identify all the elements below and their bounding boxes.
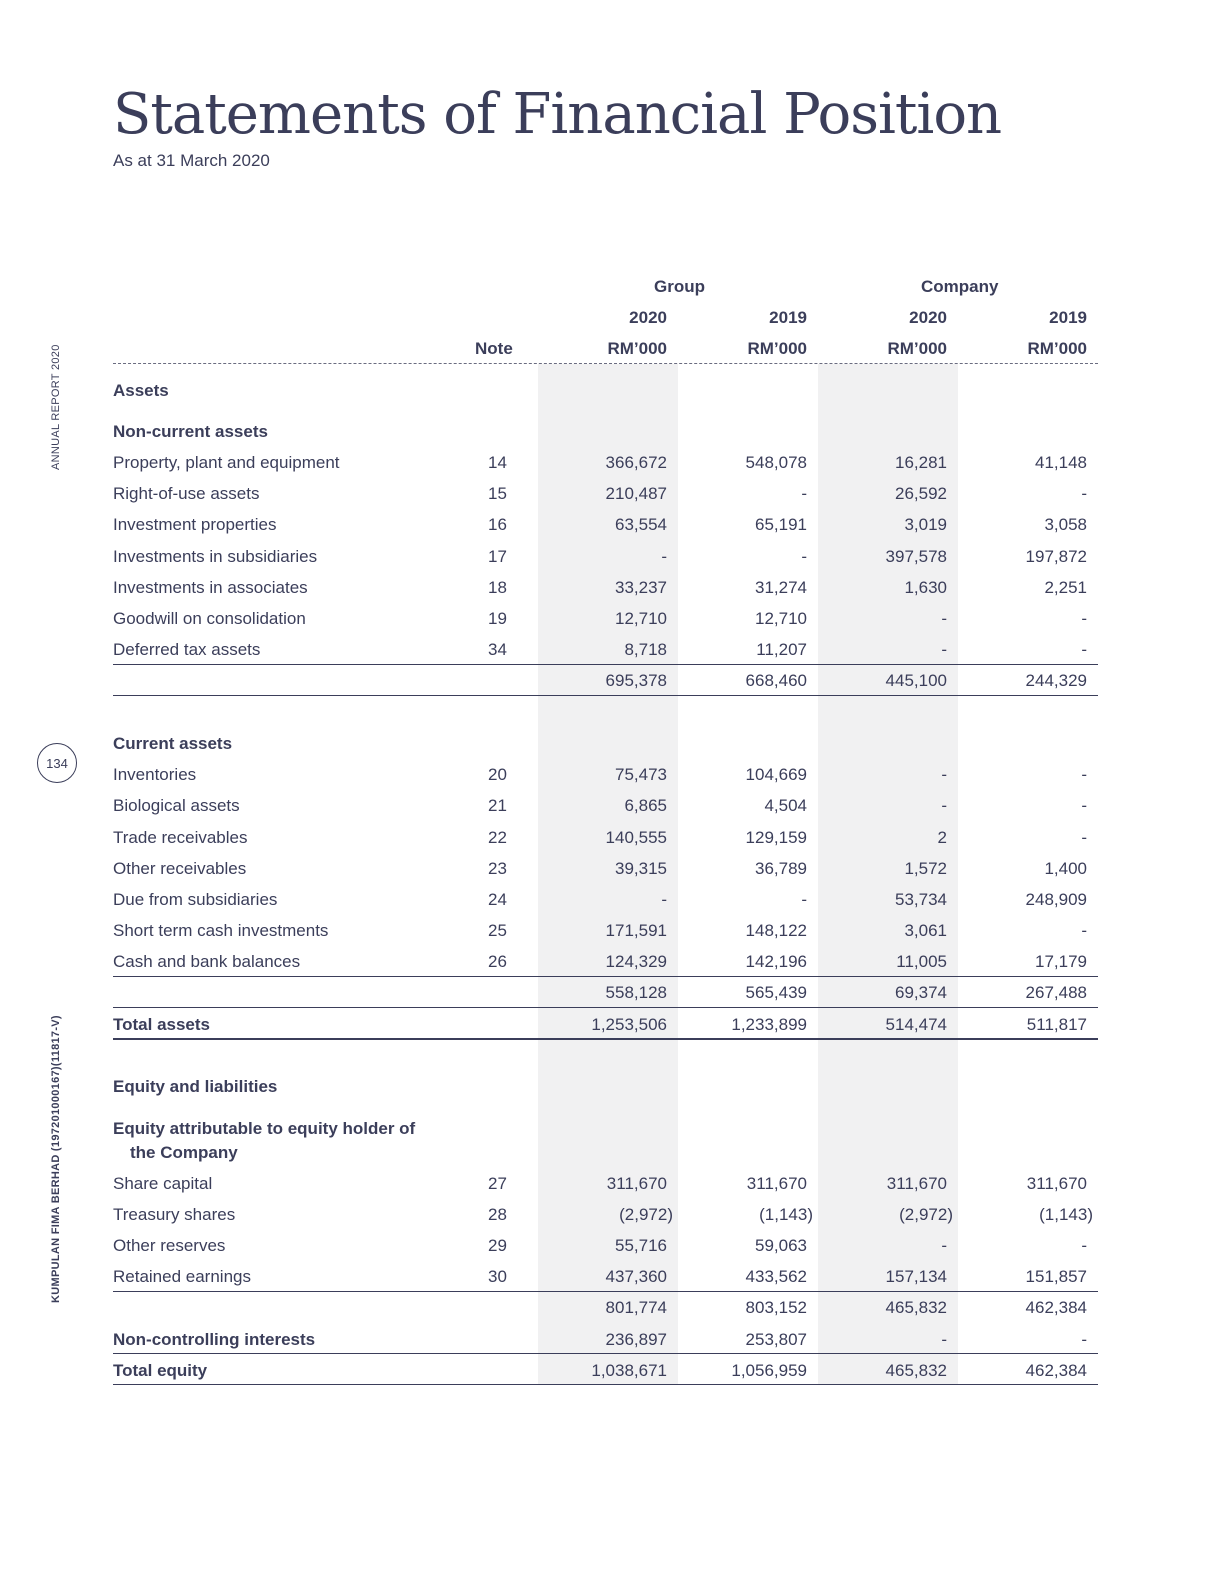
row-note: 30 [488,1267,507,1286]
subtotal-row [113,671,1098,702]
row-label: Investment properties [113,515,277,534]
group-2019-value: 148,122 [745,921,807,940]
company-header: Company [921,277,999,296]
group-2020-value: 1,038,671 [591,1361,667,1380]
total-rule [113,1007,1098,1008]
company-2020-value: 16,281 [895,453,947,472]
row-note: 24 [488,890,507,909]
row-note: 25 [488,921,507,940]
page-number: 134 [37,743,77,783]
company-2019-value: 244,329 [1025,671,1087,690]
group-2020-value: 801,774 [605,1298,667,1317]
group-2020-value: 39,315 [615,859,667,878]
row-note: 23 [488,859,507,878]
row-note: 29 [488,1236,507,1255]
row-label: Non-controlling interests [113,1330,316,1349]
unit-header-g2019: RM’000 [747,339,807,358]
group-2020-value: 311,670 [606,1174,667,1193]
section-heading [113,734,1098,765]
table-row [113,890,1098,921]
group-2019-value: 311,670 [746,1174,807,1193]
company-2019-value: - [1081,828,1087,847]
grand-total-rule [113,1038,1098,1040]
page-title: Statements of Financial Position [113,82,1002,147]
table-row [113,796,1098,827]
header-divider [113,363,1098,364]
row-note: 27 [488,1174,507,1193]
company-2019-value: 462,384 [1025,1361,1087,1380]
row-note: 18 [488,578,507,597]
page-subtitle: As at 31 March 2020 [113,151,270,170]
company-2019-value: 1,400 [1044,859,1087,878]
unit-header-g2020: RM’000 [607,339,667,358]
row-label: Total assets [113,1015,211,1034]
year-header-g2019: 2019 [769,308,807,327]
company-2019-value: 17,179 [1035,952,1087,971]
table-row [113,859,1098,890]
company-2019-value: - [1081,921,1087,940]
unit-header-c2020: RM’000 [887,339,947,358]
row-note: 14 [488,453,507,472]
row-label: Share capital [113,1174,213,1193]
row-label: Total equity [113,1361,208,1380]
subtotal-rule [113,1353,1098,1354]
row-label: Trade receivables [113,828,248,847]
row-label: Due from subsidiaries [113,890,278,909]
company-2020-value: 465,832 [885,1361,947,1380]
row-label: Investments in associates [113,578,308,597]
company-2020-value: 26,592 [895,484,947,503]
table-row [113,1330,1098,1361]
group-2020-value: 210,487 [605,484,667,503]
group-2020-value: - [661,547,667,566]
group-2019-value: 11,207 [756,640,807,659]
company-2019-value: 311,670 [1026,1174,1087,1193]
section-heading [113,422,1098,453]
non-current-assets-heading: Non-current assets [113,422,268,441]
row-label: Biological assets [113,796,240,815]
row-note: 20 [488,765,507,784]
row-label: Right-of-use assets [113,484,260,503]
company-2020-value: 2 [937,828,947,847]
company-2020-value: 53,734 [895,890,947,909]
table-row [113,1174,1098,1205]
group-2020-value: 75,473 [615,765,667,784]
group-2020-value: 63,554 [615,515,667,534]
group-2019-value: - [801,547,807,566]
row-label: Investments in subsidiaries [113,547,318,566]
group-2020-value: 55,716 [615,1236,667,1255]
row-note: 15 [488,484,507,503]
group-2019-value: 36,789 [755,859,807,878]
row-label: Other reserves [113,1236,226,1255]
row-note: 19 [488,609,507,628]
group-2020-value: (2,972) [619,1205,673,1224]
subtotal-rule [113,664,1098,665]
group-2019-value: 4,504 [764,796,807,815]
company-2019-value: - [1081,640,1087,659]
group-2019-value: 1,233,899 [731,1015,807,1034]
group-2020-value: 1,253,506 [591,1015,667,1034]
total-rule [113,695,1098,696]
group-2020-value: 6,865 [624,796,667,815]
company-2019-value: 2,251 [1044,578,1087,597]
group-2020-value: 124,329 [605,952,667,971]
group-2020-value: 33,237 [615,578,667,597]
unit-header-c2019: RM’000 [1027,339,1087,358]
table-row [113,484,1098,515]
row-note: 22 [488,828,507,847]
row-note: 21 [488,796,507,815]
side-company-label: KUMPULAN FIMA BERHAD (197201000167)(11817-V) [50,1015,62,1303]
group-header: Group [654,277,705,296]
group-2019-value: 59,063 [755,1236,807,1255]
company-2019-value: - [1081,609,1087,628]
company-2019-value: 41,148 [1035,453,1087,472]
company-2019-value: - [1081,484,1087,503]
group-2019-value: (1,143) [759,1205,813,1224]
company-2020-value: - [941,640,947,659]
company-2020-value: 157,134 [885,1267,947,1286]
company-2020-value: 69,374 [895,983,947,1002]
table-row [113,578,1098,609]
equity-liabilities-heading: Equity and liabilities [113,1077,278,1096]
group-2019-value: 803,152 [745,1298,807,1317]
company-2019-value: 3,058 [1044,515,1087,534]
company-2019-value: 248,909 [1025,890,1087,909]
group-2019-value: - [801,890,807,909]
company-2020-value: - [941,609,947,628]
row-note: 28 [488,1205,507,1224]
group-2019-value: 1,056,959 [731,1361,807,1380]
total-row [113,1361,1098,1392]
section-heading [113,1143,1098,1174]
row-label: Deferred tax assets [113,640,261,659]
assets-heading: Assets [113,381,169,400]
company-2020-value: 3,019 [904,515,947,534]
group-2019-value: 433,562 [745,1267,807,1286]
group-2019-value: 565,439 [745,983,807,1002]
section-heading [113,381,1098,412]
subtotal-row [113,983,1098,1014]
table-row [113,765,1098,796]
group-2019-value: 31,274 [755,578,807,597]
table-row [113,640,1098,671]
row-label: Goodwill on consolidation [113,609,306,628]
row-label: Cash and bank balances [113,952,301,971]
table-row [113,828,1098,859]
section-heading [113,1077,1098,1108]
company-2020-value: 1,572 [904,859,947,878]
row-label: Short term cash investments [113,921,329,940]
table-row [113,921,1098,952]
company-2019-value: - [1081,1330,1087,1349]
group-2019-value: 253,807 [745,1330,807,1349]
total-rule [113,1384,1098,1385]
group-2019-value: 65,191 [755,515,807,534]
company-2019-value: - [1081,796,1087,815]
table-row [113,515,1098,546]
subtotal-rule [113,976,1098,977]
company-2019-value: 462,384 [1025,1298,1087,1317]
company-2020-value: - [941,765,947,784]
note-header: Note [475,339,513,358]
current-assets-heading: Current assets [113,734,233,753]
year-header-c2020: 2020 [909,308,947,327]
group-2020-value: 437,360 [605,1267,667,1286]
row-note: 34 [488,640,507,659]
year-header-g2020: 2020 [629,308,667,327]
group-2020-value: 8,718 [624,640,667,659]
company-2019-value: 511,817 [1026,1015,1087,1034]
total-row [113,1015,1098,1046]
year-header-c2019: 2019 [1049,308,1087,327]
row-label: Inventories [113,765,197,784]
row-label: Property, plant and equipment [113,453,340,472]
company-2020-value: - [941,1236,947,1255]
group-2019-value: 12,710 [755,609,807,628]
company-2020-value: - [941,1330,947,1349]
company-2020-value: 11,005 [896,952,947,971]
equity-attributable-heading-cont: the Company [130,1143,238,1162]
group-2020-value: - [661,890,667,909]
company-2019-value: - [1081,1236,1087,1255]
group-2020-value: 695,378 [605,671,667,690]
company-2019-value: 267,488 [1025,983,1087,1002]
row-label: Treasury shares [113,1205,236,1224]
subtotal-row [113,1298,1098,1329]
company-2019-value: 197,872 [1025,547,1087,566]
company-2020-value: (2,972) [899,1205,953,1224]
row-note: 26 [488,952,507,971]
group-2020-value: 236,897 [605,1330,667,1349]
group-2020-value: 171,591 [605,921,667,940]
group-2019-value: 668,460 [745,671,807,690]
equity-attributable-heading: Equity attributable to equity holder of [113,1119,416,1138]
company-2020-value: - [941,796,947,815]
company-2019-value: 151,857 [1025,1267,1087,1286]
table-row [113,609,1098,640]
company-2020-value: 445,100 [885,671,947,690]
group-2019-value: 129,159 [745,828,807,847]
group-2019-value: 142,196 [745,952,807,971]
table-row [113,952,1098,983]
company-2020-value: 397,578 [885,547,947,566]
table-row [113,1236,1098,1267]
table-row [113,1267,1098,1298]
table-row [113,1205,1098,1236]
company-2020-value: 3,061 [904,921,947,940]
company-2019-value: - [1081,765,1087,784]
table-row [113,547,1098,578]
subtotal-rule [113,1291,1098,1292]
company-2020-value: 311,670 [886,1174,947,1193]
row-note: 17 [488,547,507,566]
row-note: 16 [488,515,507,534]
row-label: Other receivables [113,859,247,878]
company-2020-value: 1,630 [904,578,947,597]
row-label: Retained earnings [113,1267,251,1286]
group-2020-value: 558,128 [605,983,667,1002]
group-2019-value: 104,669 [745,765,807,784]
group-2019-value: 548,078 [745,453,807,472]
group-2020-value: 12,710 [615,609,667,628]
table-row [113,453,1098,484]
side-report-label: ANNUAL REPORT 2020 [50,344,62,470]
group-2020-value: 140,555 [605,828,667,847]
group-2020-value: 366,672 [605,453,667,472]
company-2020-value: 465,832 [885,1298,947,1317]
group-2019-value: - [801,484,807,503]
company-2020-value: 514,474 [885,1015,947,1034]
company-2019-value: (1,143) [1039,1205,1093,1224]
